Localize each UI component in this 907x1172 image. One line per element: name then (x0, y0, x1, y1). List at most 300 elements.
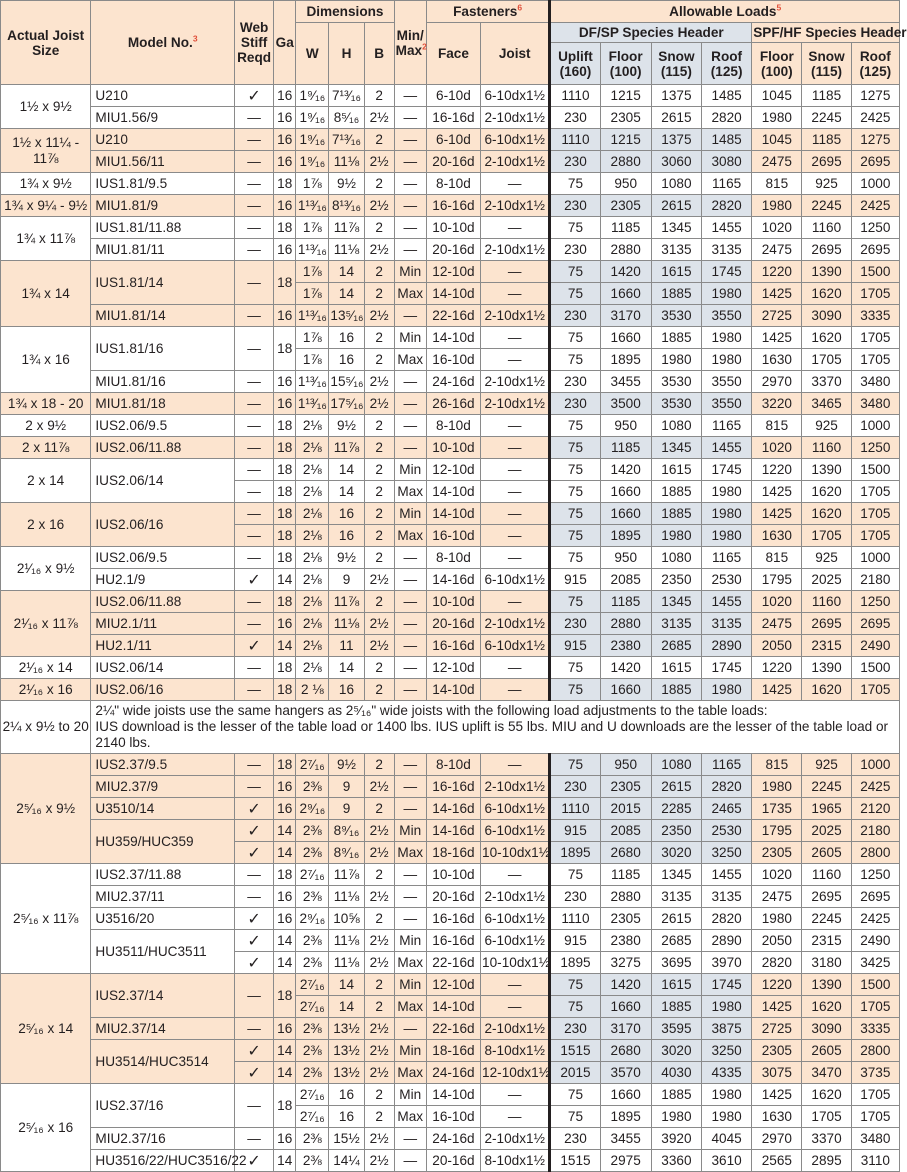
spfhf-floor-cell: 2050 (752, 930, 802, 952)
dfsp-snow-cell: 1885 (651, 283, 701, 305)
dim-h-cell: 9½ (329, 415, 364, 437)
model-no-cell: MIU2.1/11 (91, 613, 235, 635)
dfsp-floor-cell: 3500 (600, 393, 651, 415)
dfsp-floor-cell: 950 (600, 415, 651, 437)
spfhf-floor-cell: 1795 (752, 820, 802, 842)
dim-w-cell: 1⁹⁄₁₆ (296, 151, 329, 173)
spfhf-floor-cell: 1630 (752, 1106, 802, 1128)
ga-cell: 18 (274, 437, 296, 459)
spfhf-floor-cell: 1980 (752, 776, 802, 798)
spfhf-floor-cell: 1630 (752, 525, 802, 547)
table-row (1, 327, 900, 349)
model-no-cell: MIU2.37/9 (91, 776, 235, 798)
dfsp-floor-cell: 3275 (600, 952, 651, 974)
fastener-face-cell: 24-16d (426, 1062, 480, 1084)
spfhf-roof-cell: 1705 (851, 1084, 899, 1106)
dim-b-cell: 2 (364, 173, 394, 195)
col-w: W (296, 23, 329, 85)
fastener-joist-cell: 8-10dx1½ (481, 1150, 550, 1172)
ga-cell: 16 (274, 107, 296, 129)
spfhf-floor-cell: 1020 (752, 591, 802, 613)
dfsp-roof-cell: 1745 (702, 261, 752, 283)
min-max-cell: — (394, 679, 426, 701)
spfhf-floor-cell: 1425 (752, 481, 802, 503)
fastener-face-cell: 16-10d (426, 349, 480, 371)
dim-w-cell: 2⅜ (296, 1018, 329, 1040)
dim-w-cell: 2⅛ (296, 525, 329, 547)
dfsp-roof-cell: 3080 (702, 151, 752, 173)
dfsp-floor-cell: 2015 (600, 798, 651, 820)
dfsp-uplift-cell: 230 (550, 151, 600, 173)
min-max-cell: — (394, 173, 426, 195)
table-row (1, 1128, 900, 1150)
dfsp-uplift-cell: 1110 (550, 129, 600, 151)
col-ga: Ga (274, 1, 296, 85)
dim-h-cell: 9 (329, 569, 364, 591)
dim-w-cell: 1¹³⁄₁₆ (296, 239, 329, 261)
dim-h-cell: 11⅞ (329, 864, 364, 886)
dim-w-cell: 2⅜ (296, 886, 329, 908)
model-no-cell: MIU1.56/9 (91, 107, 235, 129)
min-max-cell: — (394, 657, 426, 679)
dim-w-cell: 1¹³⁄₁₆ (296, 371, 329, 393)
dfsp-snow-cell: 3360 (651, 1150, 701, 1172)
dfsp-floor-cell: 2680 (600, 842, 651, 864)
dfsp-floor-cell: 1660 (600, 327, 651, 349)
fastener-joist-cell: 6-10dx1½ (481, 930, 550, 952)
spfhf-roof-cell: 1275 (851, 85, 899, 107)
joist-size-cell: 1¾ x 18 - 20 (1, 393, 91, 415)
model-no-cell: MIU1.81/18 (91, 393, 235, 415)
fastener-face-cell: 20-16d (426, 886, 480, 908)
spfhf-floor-cell: 2475 (752, 886, 802, 908)
dim-w-cell: 2⅛ (296, 437, 329, 459)
spfhf-floor-cell: 1735 (752, 798, 802, 820)
min-max-cell: — (394, 437, 426, 459)
web-stiff-cell: ✓ (235, 1150, 274, 1172)
dfsp-uplift-cell: 230 (550, 305, 600, 327)
dim-h-cell: 14 (329, 974, 364, 996)
min-max-cell: Max (394, 525, 426, 547)
col-spfhf-header: SPF/HF Species Header (752, 23, 900, 43)
joist-size-cell: 1½ x 11¼ - 11⅞ (1, 129, 91, 173)
web-stiff-cell: ✓ (235, 798, 274, 820)
spfhf-floor-cell: 3075 (752, 1062, 802, 1084)
spfhf-roof-cell: 1250 (851, 217, 899, 239)
web-stiff-cell: ✓ (235, 952, 274, 974)
col-actual-joist-size: Actual Joist Size (1, 1, 91, 85)
dfsp-uplift-cell: 230 (550, 613, 600, 635)
spfhf-roof-cell: 1705 (851, 679, 899, 701)
dfsp-uplift-cell: 75 (550, 1106, 600, 1128)
model-no-cell: IUS2.37/9.5 (91, 754, 235, 776)
dim-b-cell: 2 (364, 459, 394, 481)
ga-cell: 14 (274, 1062, 296, 1084)
min-max-cell: Min (394, 1040, 426, 1062)
spfhf-snow-cell: 2245 (802, 107, 851, 129)
table-row (1, 85, 900, 107)
min-max-cell: — (394, 415, 426, 437)
min-max-cell: — (394, 569, 426, 591)
spfhf-floor-cell: 815 (752, 547, 802, 569)
dim-h-cell: 14 (329, 996, 364, 1018)
dfsp-snow-cell: 3920 (651, 1128, 701, 1150)
spfhf-snow-cell: 1390 (802, 657, 851, 679)
table-row (1, 371, 900, 393)
web-stiff-cell: — (235, 591, 274, 613)
dfsp-floor-cell: 2305 (600, 107, 651, 129)
fastener-face-cell: 12-10d (426, 974, 480, 996)
col-b: B (364, 23, 394, 85)
spfhf-floor-cell: 1425 (752, 327, 802, 349)
dim-b-cell: 2½ (364, 613, 394, 635)
dim-b-cell: 2½ (364, 1018, 394, 1040)
fastener-face-cell: 16-16d (426, 776, 480, 798)
model-no-cell: IUS2.06/11.88 (91, 591, 235, 613)
ga-cell: 18 (274, 754, 296, 776)
table-row (1, 679, 900, 701)
col-dfsp-snow: Snow (115) (651, 43, 701, 85)
fastener-joist-cell: — (481, 864, 550, 886)
spfhf-floor-cell: 2475 (752, 151, 802, 173)
model-no-cell: IUS2.06/11.88 (91, 437, 235, 459)
dfsp-roof-cell: 3135 (702, 886, 752, 908)
dim-h-cell: 13½ (329, 1040, 364, 1062)
spfhf-floor-cell: 2305 (752, 1040, 802, 1062)
model-no-cell: HU3516/22/HUC3516/22 (91, 1150, 235, 1172)
dim-b-cell: 2½ (364, 820, 394, 842)
web-stiff-cell: — (235, 217, 274, 239)
dfsp-snow-cell: 3020 (651, 842, 701, 864)
fastener-face-cell: 14-10d (426, 481, 480, 503)
spfhf-roof-cell: 1500 (851, 974, 899, 996)
spfhf-snow-cell: 1160 (802, 217, 851, 239)
dfsp-roof-cell: 3875 (702, 1018, 752, 1040)
spfhf-roof-cell: 1705 (851, 1106, 899, 1128)
spfhf-floor-cell: 1425 (752, 996, 802, 1018)
dfsp-uplift-cell: 915 (550, 930, 600, 952)
dfsp-snow-cell: 1980 (651, 349, 701, 371)
dfsp-roof-cell: 2820 (702, 107, 752, 129)
ga-cell: 16 (274, 1128, 296, 1150)
dim-b-cell: 2½ (364, 393, 394, 415)
min-max-cell: Max (394, 1062, 426, 1084)
dim-h-cell: 13⁵⁄₁₆ (329, 305, 364, 327)
spfhf-floor-cell: 1795 (752, 569, 802, 591)
min-max-cell: Max (394, 1106, 426, 1128)
dfsp-roof-cell: 1980 (702, 1084, 752, 1106)
dfsp-snow-cell: 3135 (651, 239, 701, 261)
fastener-joist-cell: 2-10dx1½ (481, 613, 550, 635)
dim-w-cell: 2⅜ (296, 1128, 329, 1150)
dfsp-snow-cell: 3135 (651, 613, 701, 635)
col-dimensions: Dimensions (296, 1, 394, 23)
dim-w-cell: 2⅛ (296, 635, 329, 657)
col-dfsp-floor: Floor (100) (600, 43, 651, 85)
fastener-face-cell: 6-10d (426, 129, 480, 151)
dim-h-cell: 11⅞ (329, 591, 364, 613)
col-model-no: Model No.$^3$ (91, 1, 235, 85)
dfsp-floor-cell: 3455 (600, 1128, 651, 1150)
spfhf-floor-cell: 2050 (752, 635, 802, 657)
dim-w-cell: 2⅜ (296, 930, 329, 952)
dfsp-snow-cell: 2615 (651, 107, 701, 129)
dfsp-uplift-cell: 75 (550, 525, 600, 547)
spfhf-roof-cell: 1705 (851, 525, 899, 547)
dfsp-floor-cell: 950 (600, 173, 651, 195)
ga-cell: 18 (274, 415, 296, 437)
dfsp-uplift-cell: 75 (550, 1084, 600, 1106)
dim-h-cell: 11⅞ (329, 437, 364, 459)
spfhf-snow-cell: 3180 (802, 952, 851, 974)
spfhf-snow-cell: 2605 (802, 842, 851, 864)
model-no-cell: HU359/HUC359 (91, 820, 235, 864)
ga-cell: 16 (274, 613, 296, 635)
fastener-joist-cell: — (481, 503, 550, 525)
web-stiff-cell: — (235, 886, 274, 908)
min-max-cell: Min (394, 459, 426, 481)
min-max-cell: Min (394, 327, 426, 349)
spfhf-floor-cell: 1980 (752, 908, 802, 930)
dfsp-roof-cell: 1980 (702, 1106, 752, 1128)
fastener-joist-cell: — (481, 996, 550, 1018)
joist-size-cell: 2 x 16 (1, 503, 91, 547)
min-max-cell: Min (394, 261, 426, 283)
dim-h-cell: 14¼ (329, 1150, 364, 1172)
ga-cell: 18 (274, 459, 296, 481)
col-h: H (329, 23, 364, 85)
dim-h-cell: 16 (329, 1084, 364, 1106)
model-no-cell: IUS2.06/9.5 (91, 415, 235, 437)
dfsp-uplift-cell: 1110 (550, 85, 600, 107)
spfhf-floor-cell: 815 (752, 173, 802, 195)
table-row (1, 151, 900, 173)
dfsp-floor-cell: 1185 (600, 437, 651, 459)
min-max-cell: — (394, 107, 426, 129)
spfhf-roof-cell: 3480 (851, 371, 899, 393)
joist-size-cell: 2¹⁄₁₆ x 9½ (1, 547, 91, 591)
spfhf-roof-cell: 3480 (851, 393, 899, 415)
dim-h-cell: 13½ (329, 1062, 364, 1084)
fastener-joist-cell: — (481, 591, 550, 613)
col-spfhf-roof: Roof (125) (851, 43, 899, 85)
dfsp-floor-cell: 2085 (600, 569, 651, 591)
dim-w-cell: 1⅞ (296, 261, 329, 283)
joist-size-cell: 2⁵⁄₁₆ x 9½ (1, 754, 91, 864)
fastener-joist-cell: 2-10dx1½ (481, 1128, 550, 1150)
ga-cell: 18 (274, 974, 296, 1018)
dfsp-roof-cell: 1745 (702, 974, 752, 996)
dim-b-cell: 2½ (364, 371, 394, 393)
fastener-face-cell: 18-16d (426, 842, 480, 864)
dim-h-cell: 11⅛ (329, 886, 364, 908)
model-no-cell: IUS2.37/14 (91, 974, 235, 1018)
web-stiff-cell: — (235, 173, 274, 195)
joist-size-cell: 2 x 14 (1, 459, 91, 503)
ga-cell: 18 (274, 173, 296, 195)
col-spfhf-snow: Snow (115) (802, 43, 851, 85)
spfhf-snow-cell: 925 (802, 754, 851, 776)
spfhf-snow-cell: 2695 (802, 886, 851, 908)
dfsp-roof-cell: 4045 (702, 1128, 752, 1150)
dfsp-floor-cell: 1185 (600, 864, 651, 886)
dim-w-cell: 1⁹⁄₁₆ (296, 129, 329, 151)
fastener-face-cell: 12-10d (426, 459, 480, 481)
spfhf-snow-cell: 1390 (802, 261, 851, 283)
table-row (1, 503, 900, 525)
min-max-cell: — (394, 886, 426, 908)
dfsp-roof-cell: 1980 (702, 679, 752, 701)
dim-h-cell: 13½ (329, 1018, 364, 1040)
dfsp-snow-cell: 2350 (651, 569, 701, 591)
fastener-face-cell: 16-16d (426, 930, 480, 952)
dfsp-floor-cell: 2880 (600, 239, 651, 261)
fastener-face-cell: 14-16d (426, 820, 480, 842)
col-dfsp-header: DF/SP Species Header (550, 23, 752, 43)
dim-h-cell: 16 (329, 327, 364, 349)
dfsp-roof-cell: 3135 (702, 613, 752, 635)
dfsp-floor-cell: 2380 (600, 635, 651, 657)
spfhf-floor-cell: 1020 (752, 437, 802, 459)
dim-b-cell: 2 (364, 349, 394, 371)
dfsp-uplift-cell: 230 (550, 107, 600, 129)
fastener-joist-cell: 2-10dx1½ (481, 195, 550, 217)
fastener-joist-cell: 6-10dx1½ (481, 635, 550, 657)
dfsp-floor-cell: 2305 (600, 776, 651, 798)
fastener-joist-cell: 2-10dx1½ (481, 393, 550, 415)
spfhf-roof-cell: 2180 (851, 569, 899, 591)
dim-h-cell: 16 (329, 525, 364, 547)
dfsp-roof-cell: 2890 (702, 930, 752, 952)
dim-b-cell: 2 (364, 754, 394, 776)
dfsp-uplift-cell: 915 (550, 569, 600, 591)
web-stiff-cell: — (235, 481, 274, 503)
dfsp-snow-cell: 3695 (651, 952, 701, 974)
min-max-cell: — (394, 1128, 426, 1150)
ga-cell: 18 (274, 481, 296, 503)
table-row (1, 305, 900, 327)
ga-cell: 18 (274, 327, 296, 371)
spfhf-roof-cell: 1705 (851, 481, 899, 503)
dim-b-cell: 2 (364, 503, 394, 525)
spfhf-roof-cell: 3110 (851, 1150, 899, 1172)
dim-h-cell: 7¹³⁄₁₆ (329, 129, 364, 151)
dfsp-floor-cell: 2085 (600, 820, 651, 842)
dim-b-cell: 2 (364, 525, 394, 547)
dim-b-cell: 2 (364, 217, 394, 239)
web-stiff-cell: — (235, 657, 274, 679)
fastener-joist-cell: — (481, 327, 550, 349)
table-row (1, 569, 900, 591)
ga-cell: 14 (274, 842, 296, 864)
dim-w-cell: 1¹³⁄₁₆ (296, 195, 329, 217)
spfhf-roof-cell: 1705 (851, 349, 899, 371)
spfhf-snow-cell: 2245 (802, 908, 851, 930)
fastener-face-cell: 16-16d (426, 107, 480, 129)
fastener-face-cell: 20-16d (426, 151, 480, 173)
table-row (1, 613, 900, 635)
dfsp-snow-cell: 4030 (651, 1062, 701, 1084)
dfsp-uplift-cell: 1895 (550, 842, 600, 864)
dfsp-floor-cell: 2305 (600, 908, 651, 930)
dfsp-floor-cell: 1660 (600, 679, 651, 701)
dfsp-uplift-cell: 75 (550, 591, 600, 613)
dfsp-roof-cell: 1165 (702, 415, 752, 437)
fastener-face-cell: 14-10d (426, 503, 480, 525)
dim-w-cell: 2⁷⁄₁₆ (296, 974, 329, 996)
fastener-face-cell: 24-16d (426, 371, 480, 393)
table-row (1, 415, 900, 437)
table-row (1, 217, 900, 239)
dfsp-snow-cell: 1615 (651, 657, 701, 679)
spfhf-floor-cell: 2970 (752, 1128, 802, 1150)
dfsp-roof-cell: 1455 (702, 437, 752, 459)
joist-size-cell: 1½ x 9½ (1, 85, 91, 129)
dim-b-cell: 2½ (364, 952, 394, 974)
fastener-joist-cell: 6-10dx1½ (481, 798, 550, 820)
dim-w-cell: 1¹³⁄₁₆ (296, 393, 329, 415)
fastener-face-cell: 14-10d (426, 996, 480, 1018)
fastener-joist-cell: — (481, 547, 550, 569)
min-max-cell: Min (394, 503, 426, 525)
dim-h-cell: 17⁵⁄₁₆ (329, 393, 364, 415)
fastener-joist-cell: 6-10dx1½ (481, 820, 550, 842)
spfhf-roof-cell: 2425 (851, 908, 899, 930)
fastener-joist-cell: 6-10dx1½ (481, 569, 550, 591)
dfsp-snow-cell: 2285 (651, 798, 701, 820)
spfhf-roof-cell: 1000 (851, 754, 899, 776)
dfsp-floor-cell: 950 (600, 754, 651, 776)
dim-b-cell: 2½ (364, 776, 394, 798)
dfsp-floor-cell: 1185 (600, 591, 651, 613)
dfsp-snow-cell: 1345 (651, 864, 701, 886)
spfhf-floor-cell: 1425 (752, 283, 802, 305)
ga-cell: 14 (274, 952, 296, 974)
model-no-cell: IUS2.06/14 (91, 459, 235, 503)
dim-b-cell: 2½ (364, 635, 394, 657)
fastener-joist-cell: 6-10dx1½ (481, 85, 550, 107)
spfhf-floor-cell: 2970 (752, 371, 802, 393)
ga-cell: 16 (274, 393, 296, 415)
spfhf-floor-cell: 1425 (752, 503, 802, 525)
table-row (1, 1150, 900, 1172)
fastener-joist-cell: — (481, 525, 550, 547)
fastener-joist-cell: 2-10dx1½ (481, 305, 550, 327)
dim-b-cell: 2½ (364, 107, 394, 129)
dfsp-snow-cell: 1885 (651, 481, 701, 503)
min-max-cell: — (394, 129, 426, 151)
web-stiff-cell: ✓ (235, 908, 274, 930)
dim-h-cell: 9½ (329, 173, 364, 195)
spfhf-snow-cell: 1620 (802, 503, 851, 525)
dfsp-roof-cell: 1980 (702, 996, 752, 1018)
dfsp-floor-cell: 2880 (600, 613, 651, 635)
dim-h-cell: 11⅛ (329, 930, 364, 952)
model-no-cell: U3510/14 (91, 798, 235, 820)
table-row (1, 239, 900, 261)
spfhf-floor-cell: 1220 (752, 974, 802, 996)
min-max-cell: — (394, 1018, 426, 1040)
spfhf-floor-cell: 2305 (752, 842, 802, 864)
dfsp-roof-cell: 3550 (702, 393, 752, 415)
spfhf-snow-cell: 925 (802, 547, 851, 569)
dim-w-cell: 2⅜ (296, 1062, 329, 1084)
dfsp-uplift-cell: 230 (550, 886, 600, 908)
web-stiff-cell: — (235, 129, 274, 151)
dfsp-floor-cell: 1420 (600, 459, 651, 481)
dfsp-roof-cell: 1980 (702, 481, 752, 503)
fastener-face-cell: 24-16d (426, 1128, 480, 1150)
